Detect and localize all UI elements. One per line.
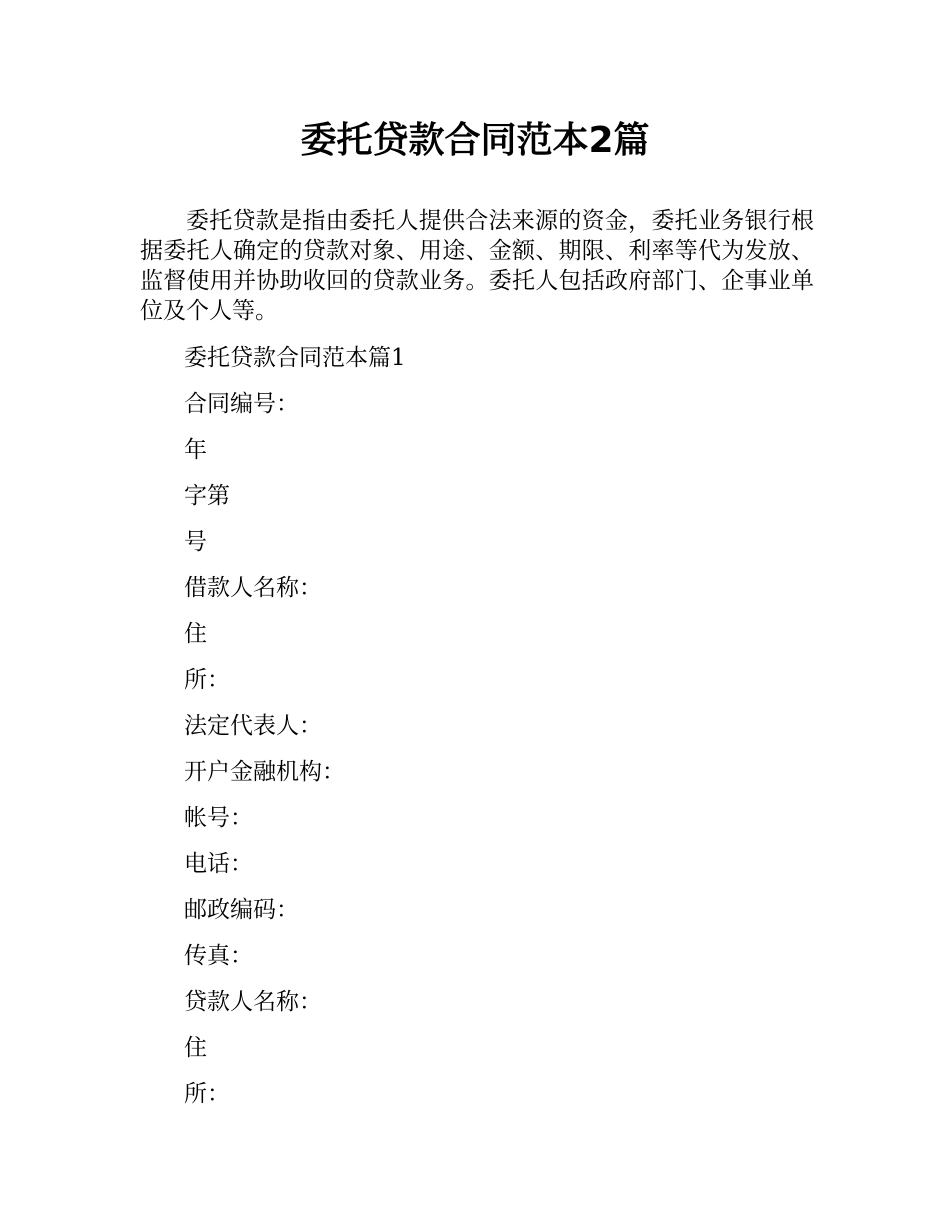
fax-label: 传真： (184, 943, 253, 969)
number-label: 号 (184, 529, 207, 555)
lender-address-label-part1: 住 (184, 1035, 207, 1061)
intro-paragraph: 委托贷款是指由委托人提供合法来源的资金，委托业务银行根据委托人确定的贷款对象、用途、金额、期限、利率等代为发放、监督使用并协助收回的贷款业务。委托人包括政府部门、企事业单位及个人等。 (140, 208, 814, 324)
postal-code-label: 邮政编码： (184, 897, 299, 923)
borrower-address-label-part1: 住 (184, 621, 207, 647)
borrower-name-label: 借款人名称： (184, 575, 322, 601)
lender-address-label-part2: 所： (184, 1081, 230, 1107)
contract-number-label: 合同编号： (184, 391, 299, 417)
lender-name-label: 贷款人名称： (184, 989, 322, 1015)
phone-label: 电话： (184, 851, 253, 877)
borrower-address-label-part2: 所： (184, 667, 230, 693)
year-label: 年 (184, 437, 207, 463)
account-number-label: 帐号： (184, 805, 253, 831)
document-title: 委托贷款合同范本2篇 (300, 120, 650, 161)
bank-label: 开户金融机构： (184, 759, 345, 785)
legal-representative-label: 法定代表人： (184, 713, 322, 739)
character-number-label: 字第 (184, 483, 230, 509)
section-heading: 委托贷款合同范本篇1 (184, 345, 406, 371)
